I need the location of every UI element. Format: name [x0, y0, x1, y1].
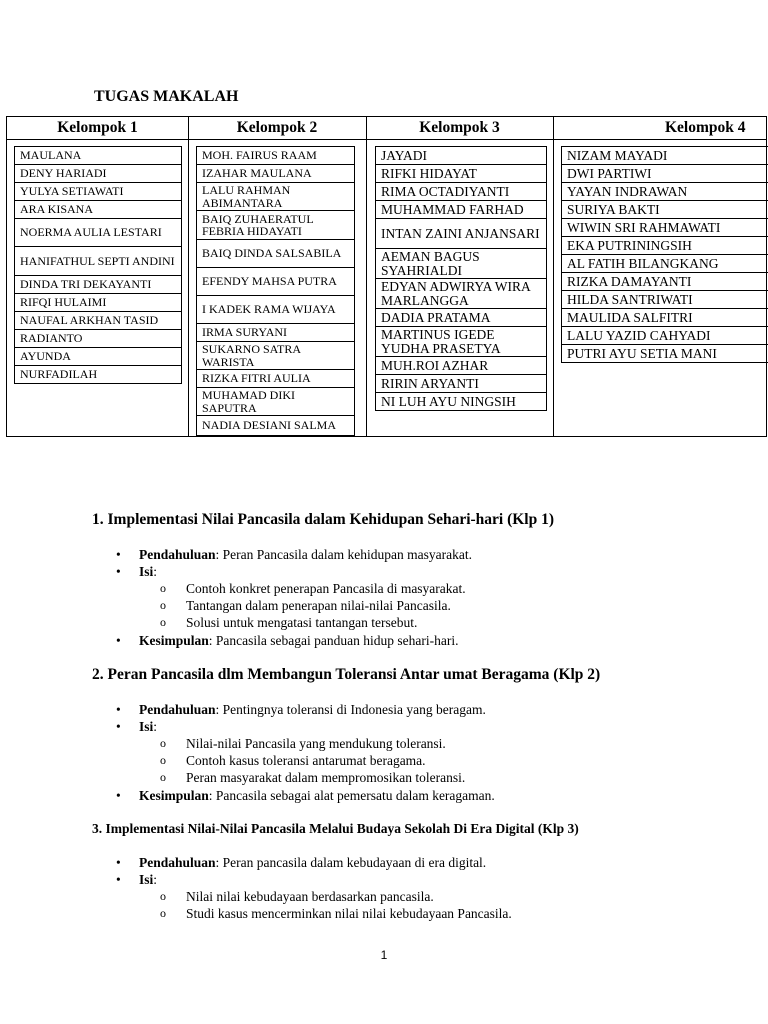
member-name: PUTRI AYU SETIA MANI: [562, 344, 768, 363]
group-4-members: [561, 146, 768, 363]
circle-bullet-icon: o: [160, 598, 166, 612]
isi-item: [116, 871, 486, 888]
topic-1-conclusion: [116, 632, 458, 649]
isi-subitem: [160, 888, 512, 905]
intro-text: : Pentingnya toleransi di Indonesia yang beragam.: [215, 702, 486, 717]
isi-subitem-text: Tantangan dalam penerapan nilai-nilai Pancasila.: [186, 598, 451, 613]
member-name: MUH.ROI AZHAR: [376, 356, 546, 375]
member-name: DINDA TRI DEKAYANTI: [15, 275, 181, 294]
isi-subitem-text: Studi kasus mencerminkan nilai nilai kebudayaan Pancasila.: [186, 906, 512, 921]
circle-bullet-icon: o: [160, 581, 166, 595]
intro-item: [116, 854, 486, 871]
member-name: YAYAN INDRAWAN: [562, 182, 768, 201]
topic-1-isi-list: [160, 580, 466, 631]
isi-subitem: [160, 580, 466, 597]
topic-2-title: 2. Peran Pancasila dlm Membangun Toleransi Antar umat Beragama (Klp 2): [92, 666, 601, 683]
member-name: IZAHAR MAULANA: [197, 164, 354, 183]
member-name: MARTINUS IGEDE YUDHA PRASETYA: [376, 326, 546, 357]
isi-label: Isi: [139, 719, 154, 734]
member-name: MOH. FAIRUS RAAM: [197, 146, 354, 165]
member-name: I KADEK RAMA WIJAYA: [197, 295, 354, 324]
intro-item: [116, 701, 486, 718]
header-divider: [7, 139, 766, 140]
conclusion-item: [116, 787, 495, 804]
topic-2-outline: [116, 701, 486, 735]
member-name: NIZAM MAYADI: [562, 146, 768, 165]
member-name: NI LUH AYU NINGSIH: [376, 392, 546, 411]
member-name: INTAN ZAINI ANJANSARI: [376, 218, 546, 249]
column-divider: [188, 117, 189, 436]
groups-table: [6, 116, 767, 437]
isi-subitem: [160, 769, 465, 786]
conclusion-label: Kesimpulan: [139, 788, 209, 803]
conclusion-item: [116, 632, 458, 649]
intro-item: [116, 546, 472, 563]
member-name: JAYADI: [376, 146, 546, 165]
member-name: AEMAN BAGUS SYAHRIALDI: [376, 248, 546, 279]
bullet-icon: •: [116, 547, 121, 562]
member-name: ARA KISANA: [15, 200, 181, 219]
member-name: SUKARNO SATRA WARISTA: [197, 341, 354, 370]
topic-2-conclusion: [116, 787, 495, 804]
circle-bullet-icon: o: [160, 615, 166, 629]
member-name: EKA PUTRININGSIH: [562, 236, 768, 255]
member-name: NOERMA AULIA LESTARI: [15, 218, 181, 247]
conclusion-text: : Pancasila sebagai alat pemersatu dalam keragaman.: [208, 788, 495, 803]
member-name: BAIQ DINDA SALSABILA: [197, 239, 354, 268]
group-1-members: [14, 146, 182, 384]
member-name: EDYAN ADWIRYA WIRA MARLANGGA: [376, 278, 546, 309]
bullet-icon: •: [116, 872, 121, 887]
member-name: RIFQI HULAIMI: [15, 293, 181, 312]
member-name: NURFADILAH: [15, 365, 181, 384]
member-name: LALU YAZID CAHYADI: [562, 326, 768, 345]
isi-subitem-text: Solusi untuk mengatasi tantangan tersebut.: [186, 615, 418, 630]
member-name: MUHAMMAD FARHAD: [376, 200, 546, 219]
member-name: RIZKA DAMAYANTI: [562, 272, 768, 291]
member-name: DADIA PRATAMA: [376, 308, 546, 327]
intro-text: : Peran pancasila dalam kebudayaan di era digital.: [215, 855, 487, 870]
member-name: NAUFAL ARKHAN TASID: [15, 311, 181, 330]
conclusion-label: Kesimpulan: [139, 633, 209, 648]
member-name: RIMA OCTADIYANTI: [376, 182, 546, 201]
member-name: DENY HARIADI: [15, 164, 181, 183]
member-name: MUHAMAD DIKI SAPUTRA: [197, 387, 354, 416]
member-name: RIRIN ARYANTI: [376, 374, 546, 393]
column-divider: [553, 117, 554, 436]
group-1-header: Kelompok 1: [57, 119, 138, 136]
isi-item: [116, 718, 486, 735]
member-name: MAULANA: [15, 146, 181, 165]
topic-3-isi-list: [160, 888, 512, 922]
group-3-header: Kelompok 3: [419, 119, 500, 136]
isi-suffix: :: [153, 872, 158, 887]
isi-subitem-text: Nilai-nilai Pancasila yang mendukung toleransi.: [186, 736, 446, 751]
member-name: AYUNDA: [15, 347, 181, 366]
conclusion-text: : Pancasila sebagai panduan hidup sehari-hari.: [208, 633, 459, 648]
isi-subitem: [160, 614, 466, 631]
member-name: WIWIN SRI RAHMAWATI: [562, 218, 768, 237]
isi-label: Isi: [139, 564, 154, 579]
circle-bullet-icon: o: [160, 906, 166, 920]
member-name: MAULIDA SALFITRI: [562, 308, 768, 327]
topic-3-outline: [116, 854, 486, 888]
group-2-header: Kelompok 2: [236, 119, 318, 136]
isi-subitem: [160, 905, 512, 922]
group-3-members: [375, 146, 547, 411]
isi-subitem: [160, 597, 466, 614]
isi-subitem-text: Peran masyarakat dalam mempromosikan toleransi.: [186, 770, 466, 785]
bullet-icon: •: [116, 788, 121, 803]
member-name: EFENDY MAHSA PUTRA: [197, 267, 354, 296]
member-name: NADIA DESIANI SALMA: [197, 415, 354, 436]
circle-bullet-icon: o: [160, 770, 166, 784]
member-name: LALU RAHMAN ABIMANTARA: [197, 182, 354, 211]
member-name: HANIFATHUL SEPTI ANDINI: [15, 246, 181, 276]
group-2-members: [196, 146, 355, 436]
isi-suffix: :: [153, 719, 158, 734]
bullet-icon: •: [116, 564, 121, 579]
member-name: IRMA SURYANI: [197, 323, 354, 342]
isi-subitem-text: Contoh konkret penerapan Pancasila di masyarakat.: [186, 581, 466, 596]
member-name: RIFKI HIDAYAT: [376, 164, 546, 183]
member-name: AL FATIH BILANGKANG: [562, 254, 768, 273]
isi-subitem-text: Nilai nilai kebudayaan berdasarkan pancasila.: [186, 889, 434, 904]
intro-label: Pendahuluan: [139, 702, 216, 717]
topic-2-isi-list: [160, 735, 465, 786]
topic-1-title: 1. Implementasi Nilai Pancasila dalam Kehidupan Sehari-hari (Klp 1): [92, 511, 555, 528]
member-name: HILDA SANTRIWATI: [562, 290, 768, 309]
group-4-header: Kelompok 4: [665, 119, 746, 136]
intro-label: Pendahuluan: [139, 855, 216, 870]
bullet-icon: •: [116, 719, 121, 734]
isi-subitem-text: Contoh kasus toleransi antarumat beragama.: [186, 753, 426, 768]
bullet-icon: •: [116, 702, 121, 717]
page-number: 1: [380, 948, 388, 962]
topic-1-outline: [116, 546, 472, 580]
circle-bullet-icon: o: [160, 753, 166, 767]
intro-label: Pendahuluan: [139, 547, 216, 562]
member-name: SURIYA BAKTI: [562, 200, 768, 219]
member-name: RIZKA FITRI AULIA: [197, 369, 354, 388]
column-divider: [366, 117, 367, 436]
circle-bullet-icon: o: [160, 736, 166, 750]
isi-label: Isi: [139, 872, 154, 887]
bullet-icon: •: [116, 855, 121, 870]
circle-bullet-icon: o: [160, 889, 166, 903]
isi-subitem: [160, 735, 465, 752]
isi-suffix: :: [153, 564, 158, 579]
member-name: BAIQ ZUHAERATUL FEBRIA HIDAYATI: [197, 210, 354, 240]
isi-item: [116, 563, 472, 580]
intro-text: : Peran Pancasila dalam kehidupan masyarakat.: [215, 547, 472, 562]
member-name: DWI PARTIWI: [562, 164, 768, 183]
isi-subitem: [160, 752, 465, 769]
topic-3-title: 3. Implementasi Nilai-Nilai Pancasila Melalui Budaya Sekolah Di Era Digital (Klp 3): [92, 821, 579, 836]
member-name: RADIANTO: [15, 329, 181, 348]
member-name: YULYA SETIAWATI: [15, 182, 181, 201]
bullet-icon: •: [116, 633, 121, 648]
page-title: TUGAS MAKALAH: [94, 88, 239, 105]
